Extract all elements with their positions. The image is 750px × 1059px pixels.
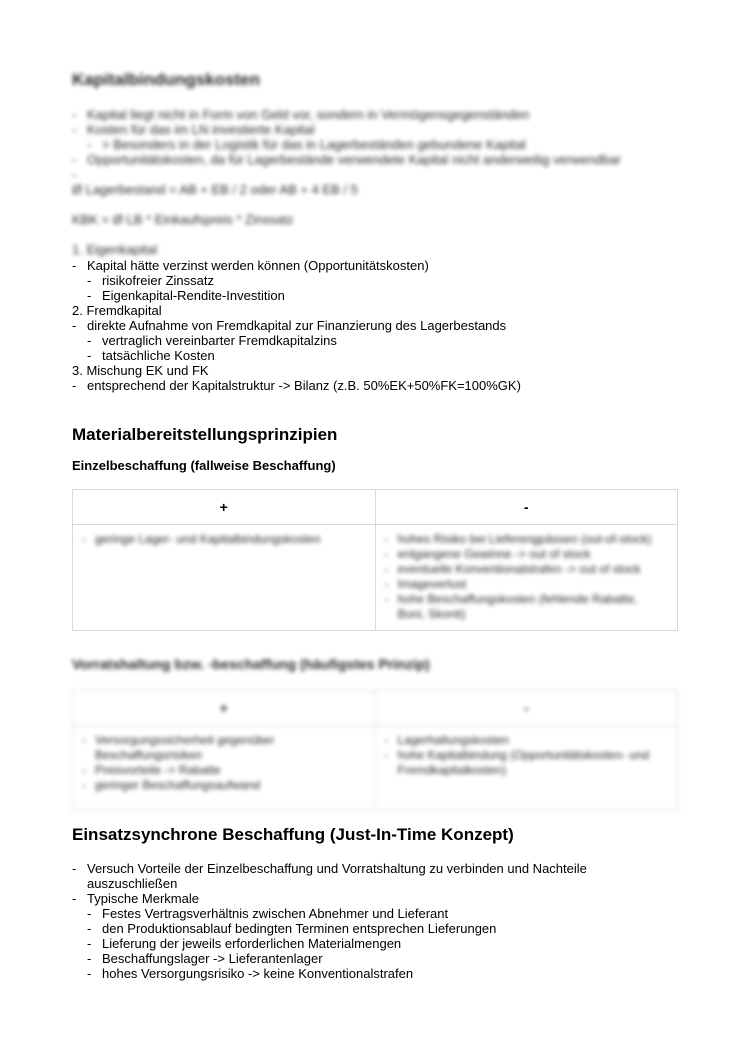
list-item: - Imageverlust [385,577,669,592]
list-item: - geringe Lager- und Kapitalbindungskosten [82,532,366,547]
plus-header: + [73,490,376,525]
list-item: - Festes Vertragsverhältnis zwischen Abnehmer und Lieferant [87,906,448,921]
vorrat-table [72,690,678,811]
jit-bullet-2: - Typische Merkmale [72,891,199,906]
list-item: - Opportunitätskosten, da für Lagerbestände verwendete Kapital nicht anderweitig verwendbar [72,152,621,167]
item1-eigenkapital: 1. Eigenkapital [72,242,158,257]
list-item: - Lieferung der jeweils erforderlichen Materialmengen [87,936,401,951]
list-item: - hohes Versorgungsrisiko -> keine Konventionalstrafen [87,966,413,981]
item3-lead: - entsprechend der Kapitalstruktur -> Bilanz (z.B. 50%EK+50%FK=100%GK) [72,378,521,393]
material-heading: Materialbereitstellungsprinzipien [72,425,338,444]
list-item: - hohe Beschaffungskosten (fehlende Rabatte, Boni, Skonti) [385,592,669,622]
list-item: - risikofreier Zinssatz [87,273,214,288]
vorrat-heading: Vorratshaltung bzw. -beschaffung (häufigstes Prinzip) [72,656,430,672]
list-item: - eventuelle Konventionalstrafen -> out of stock [385,562,669,577]
list-item: - hohes Risiko bei Lieferengpässen (out-of-stock) [385,532,669,547]
list-item: - hohe Kapitalbindung (Opportunitätskosten- und Fremdkapitalkosten) [385,748,669,778]
list-item: - Preisvorteile -> Rabatte [82,763,366,778]
list-item: - Eigenkapital-Rendite-Investition [87,288,285,303]
minus-cell [375,726,678,811]
item2-fremdkapital: 2. Fremdkapital [72,303,162,318]
plus-header: + [73,691,376,726]
item2-lead: - direkte Aufnahme von Fremdkapital zur Finanzierung des Lagerbestands [72,318,506,333]
list-item: - vertraglich vereinbarter Fremdkapitalzins [87,333,337,348]
list-item: - Beschaffungslager -> Lieferantenlager [87,951,323,966]
formula-lagerbestand: Ø Lagerbestand = AB + EB / 2 oder AB + 4 EB / 5 [72,182,358,197]
minus-header: - [375,691,678,726]
plus-cell [73,726,376,811]
list-item: - Kapital liegt nicht in Form von Geld vor, sondern in Vermögensgegenständen [72,107,529,122]
kapitalbindung-heading: Kapitalbindungskosten [72,70,260,89]
jit-bullet-1: - Versuch Vorteile der Einzelbeschaffung und Vorratshaltung zu verbinden und Nachteile [72,861,587,876]
plus-cell [73,525,376,631]
list-item: - > Besonders in der Logistik für das in Lagerbeständen gebundene Kapital [87,137,526,152]
formula-kbk: KBK = Ø LB * Einkaufspreis * Zinssatz [72,212,294,227]
minus-cell [375,525,678,631]
list-item: - den Produktionsablauf bedingten Terminen entsprechen Lieferungen [87,921,496,936]
list-item: - Lagerhaltungskosten [385,733,669,748]
list-item: - geringer Beschaffungsaufwand [82,778,366,793]
einzel-heading: Einzelbeschaffung (fallweise Beschaffung) [72,458,336,473]
item3-mischung: 3. Mischung EK und FK [72,363,209,378]
jit-heading: Einsatzsynchrone Beschaffung (Just-In-Time Konzept) [72,825,514,844]
list-item: - Kosten für das im LN investierte Kapital [72,122,315,137]
list-item: - tatsächliche Kosten [87,348,215,363]
minus-header: - [375,490,678,525]
einzel-table [72,489,678,631]
list-item: - Versorgungssicherheit gegenüber Beschaffungsrisiken [82,733,366,763]
jit-bullet-1-cont: auszuschließen [87,876,178,891]
item1-lead: - Kapital hätte verzinst werden können (Opportunitätskosten) [72,258,429,273]
list-item: - entgangene Gewinne -> out of stock [385,547,669,562]
